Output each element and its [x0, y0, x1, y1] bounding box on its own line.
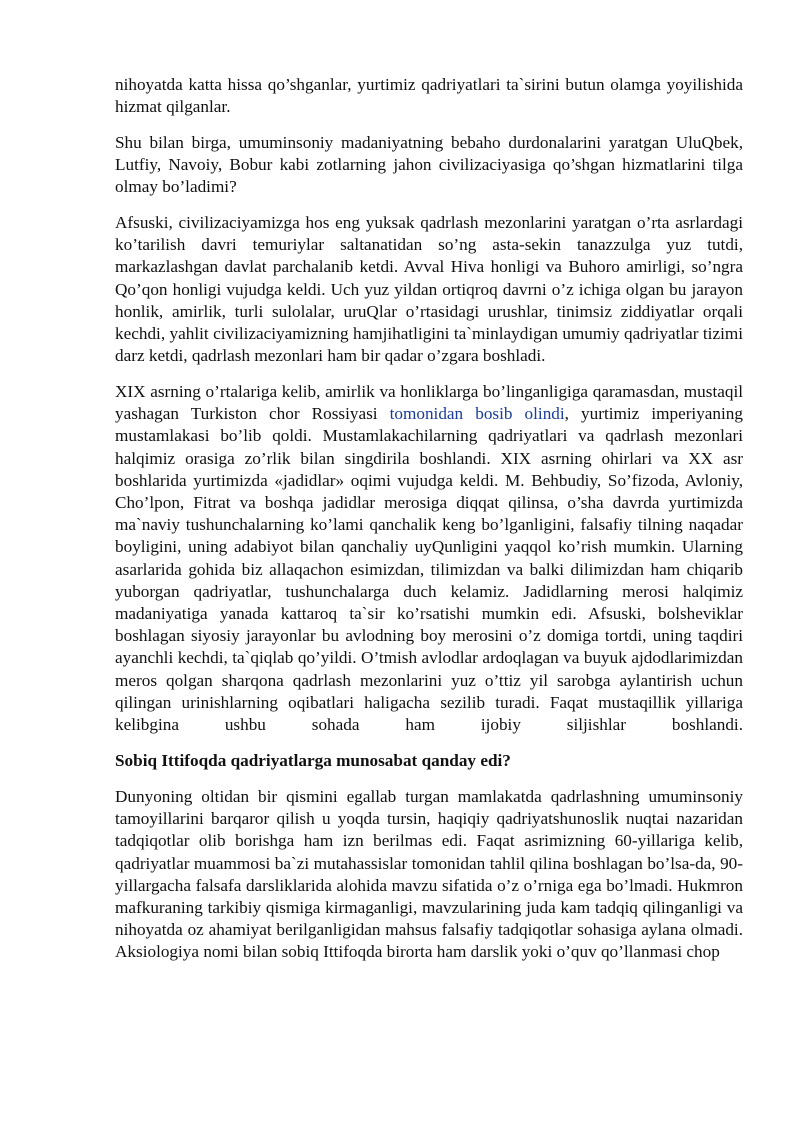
- paragraph-4: [115, 381, 743, 736]
- paragraph-1: nihoyatda katta hissa qo’shganlar, yurtimiz qadriyatlari ta`sirini butun olamga yoyilishida hizmat qilganlar.: [115, 75, 743, 117]
- section-heading: Sobiq Ittifoqda qadriyatlarga munosabat qanday edi?: [115, 750, 511, 770]
- paragraph-3: Afsuski, civilizaciyamizga hos eng yuksak qadrlash mezonlarini yaratgan o’rta asrlardagi ko’tarilish davri temuriylar saltanatidan so’ng asta-sekin tanazzulga yuz tutdi, markazlashgan davlat parchalanib ketdi. Avval Hiva honligi va Buhoro amirligi, so’ngra Qo’qon honligi vujudga keldi. Uch yuz yildan ortiqroq davrni o’z ichiga olgan bu jarayon honlik, amirlik, turli sulolalar, uruQlar o’rtasidagi urushlar, tinimsiz ziddiyatlar orqali kechdi, yahlit civilizaciyamizning hamjihatligini ta`minlaydigan umumiy qadriyatlar tizimi darz ketdi, qadrlash mezonlari ham bir qadar o’zgara boshladi.: [115, 213, 743, 366]
- paragraph-4-text-end: , yurtimiz imperiyaning mustamlakasi bo’lib qoldi. Mustamlakachilarning qadriyatlari va qadrlash mezonlari halqimiz orasiga zo’rlik bilan singdirila boshlandi. XIX asrning ohirlari va XX asr boshlarida yurtimizda «jadidlar» oqimi vujudga keldi. M. Behbudiy, So’fizoda, Avloniy, Cho’lpon, Fitrat va boshqa jadidlar merosiga diqqat qilinsa, o’sha davrda yurtimizda ma`naviy tushunchalarning ko’lami qanchalik keng bo’lganligini, falsafiy tilning naqadar boyligini, uning adabiyot bilan qanchaliy uyQunligini yaqqol ko’rish mumkin. Ularning asarlarida gohida biz allaqachon esimizdan, tilimizdan va balki dilimizdan ham chiqarib yuborgan qadriyatlar, tushunchalarga duch kelamiz. Jadidlarning merosi halqimiz madaniyatiga yanada kattaroq ta`sir ko’rsatishi mumkin edi. Afsuski, bolsheviklar boshlagan siyosiy jarayonlar bu avlodning boy merosini o’z domiga tortdi, uning taqdiri ayanchli kechdi, ta`qiqlab qo’yildi. O’tmish avlodlar ardoqlagan va buyuk ajdodlarimizdan meros qolgan sharqona qadrlash mezonlarini yuz o’ttiz yil sarobga aylantirish uchun qilingan urinishlarning oqibatlari haligacha sezilib turadi. Faqat mustaqillik yillariga kelibgina ushbu sohada ham ijobiy siljishlar boshlandi.: [115, 404, 743, 734]
- paragraph-4-text-start: XIX asrning o’rtalariga kelib, amirlik va honliklarga bo’linganligiga qaramasdan, mustaqil yashagan Turkiston chor Rossiyasi: [115, 381, 743, 424]
- paragraph-5: Dunyoning oltidan bir qismini egallab turgan mamlakatda qadrlashning umuminsoniy tamoyillarini barqaror qilish u yoqda tursin, haqiqiy qadriyatshunoslik nuqtai nazaridan tadqiqotlar olib borishga ham izn berilmas edi. Faqat asrimizning 60-yillariga kelib, qadriyatlar muammosi ba`zi mutahassislar tomonidan tahlil qilina boshlagan bo’lsa-da, 90-yillargacha falsafa darsliklarida alohida mavzu sifatida o’z o’rniga ega bo’lmadi. Hukmron mafkuraning tarkibiy qismiga kirmaganligi, mavzularining juda kam tadqiq qilinganligi va nihoyatda oz ahamiyat berilganligidan mahsus falsafiy tadqiqotlar sohasiga aylana olmadi. Aksiologiya nomi bilan sobiq Ittifoqda birorta ham darslik yoki o’quv qo’llanmasi chop: [115, 786, 743, 962]
- document-page: [115, 74, 743, 977]
- hyperlink-tomonidan-bosib-olindi[interactable]: tomonidan bosib olindi: [389, 404, 565, 424]
- paragraph-2: Shu bilan birga, umuminsoniy madaniyatning bebaho durdonalarini yaratgan UluQbek, Lutfiy, Navoiy, Bobur kabi zotlarning jahon civilizaciyasiga qo’shgan hizmatlarini tilga olmay bo’ladimi?: [115, 132, 743, 197]
